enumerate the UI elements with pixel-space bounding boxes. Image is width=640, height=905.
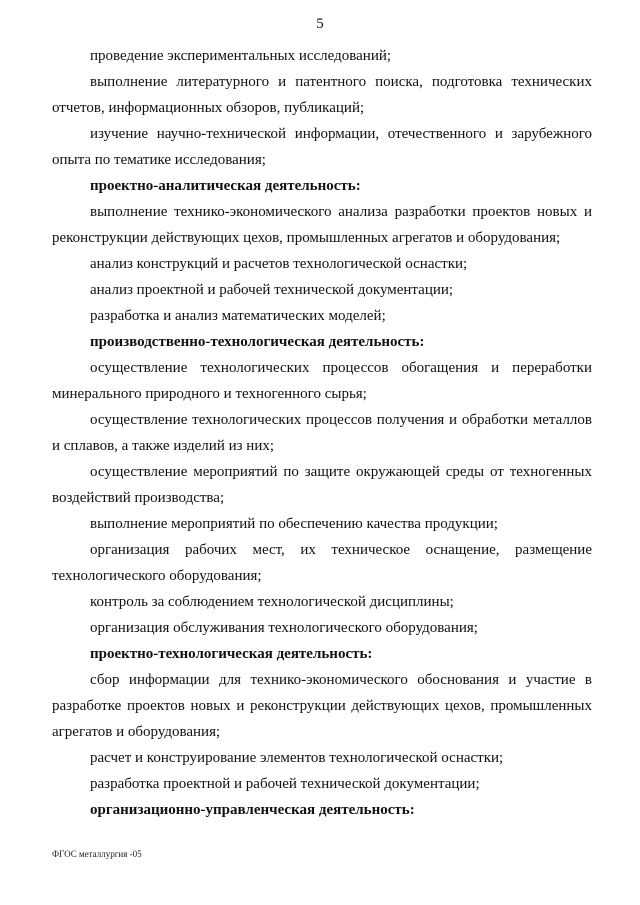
paragraph: организация обслуживания технологического оборудования; bbox=[90, 620, 478, 636]
paragraph: анализ проектной и рабочей технической документации; bbox=[90, 282, 454, 298]
paragraph: организация рабочих мест, их техническое оснащение, размещение технологического оборудования; bbox=[52, 542, 592, 584]
section-heading: организационно-управленческая деятельность: bbox=[90, 802, 415, 818]
paragraph: расчет и конструирование элементов технологической оснастки; bbox=[90, 750, 504, 766]
paragraph: сбор информации для технико-экономического обоснования и участие в разработке проектов новых и реконструкции действующих цехов, промышленных агрегатов и оборудования; bbox=[52, 672, 592, 740]
paragraph: выполнение мероприятий по обеспечению качества продукции; bbox=[90, 516, 498, 532]
document-body bbox=[52, 43, 592, 823]
paragraph: разработка и анализ математических моделей; bbox=[90, 308, 386, 324]
paragraph: осуществление мероприятий по защите окружающей среды от техногенных воздействий производства; bbox=[52, 464, 592, 506]
paragraph: разработка проектной и рабочей технической документации; bbox=[90, 776, 480, 792]
section-heading: проектно-аналитическая деятельность: bbox=[90, 178, 361, 194]
paragraph: изучение научно-технической информации, отечественного и зарубежного опыта по тематике исследования; bbox=[52, 126, 592, 168]
paragraph: выполнение технико-экономического анализа разработки проектов новых и реконструкции действующих цехов, промышленных агрегатов и оборудования; bbox=[52, 204, 592, 246]
section-heading: производственно-технологическая деятельность: bbox=[90, 334, 425, 350]
paragraph: осуществление технологических процессов получения и обработки металлов и сплавов, а также изделий из них; bbox=[52, 412, 592, 454]
page-number: 5 bbox=[316, 16, 324, 32]
paragraph: проведение экспериментальных исследований; bbox=[90, 48, 392, 64]
section-heading: проектно-технологическая деятельность: bbox=[90, 646, 373, 662]
paragraph: осуществление технологических процессов обогащения и переработки минерального природного и техногенного сырья; bbox=[52, 360, 592, 402]
paragraph: выполнение литературного и патентного поиска, подготовка технических отчетов, информационных обзоров, публикаций; bbox=[52, 74, 592, 116]
paragraph: анализ конструкций и расчетов технологической оснастки; bbox=[90, 256, 468, 272]
paragraph: контроль за соблюдением технологической дисциплины; bbox=[90, 594, 454, 610]
page-footer: ФГОС металлургия -05 bbox=[52, 849, 142, 859]
